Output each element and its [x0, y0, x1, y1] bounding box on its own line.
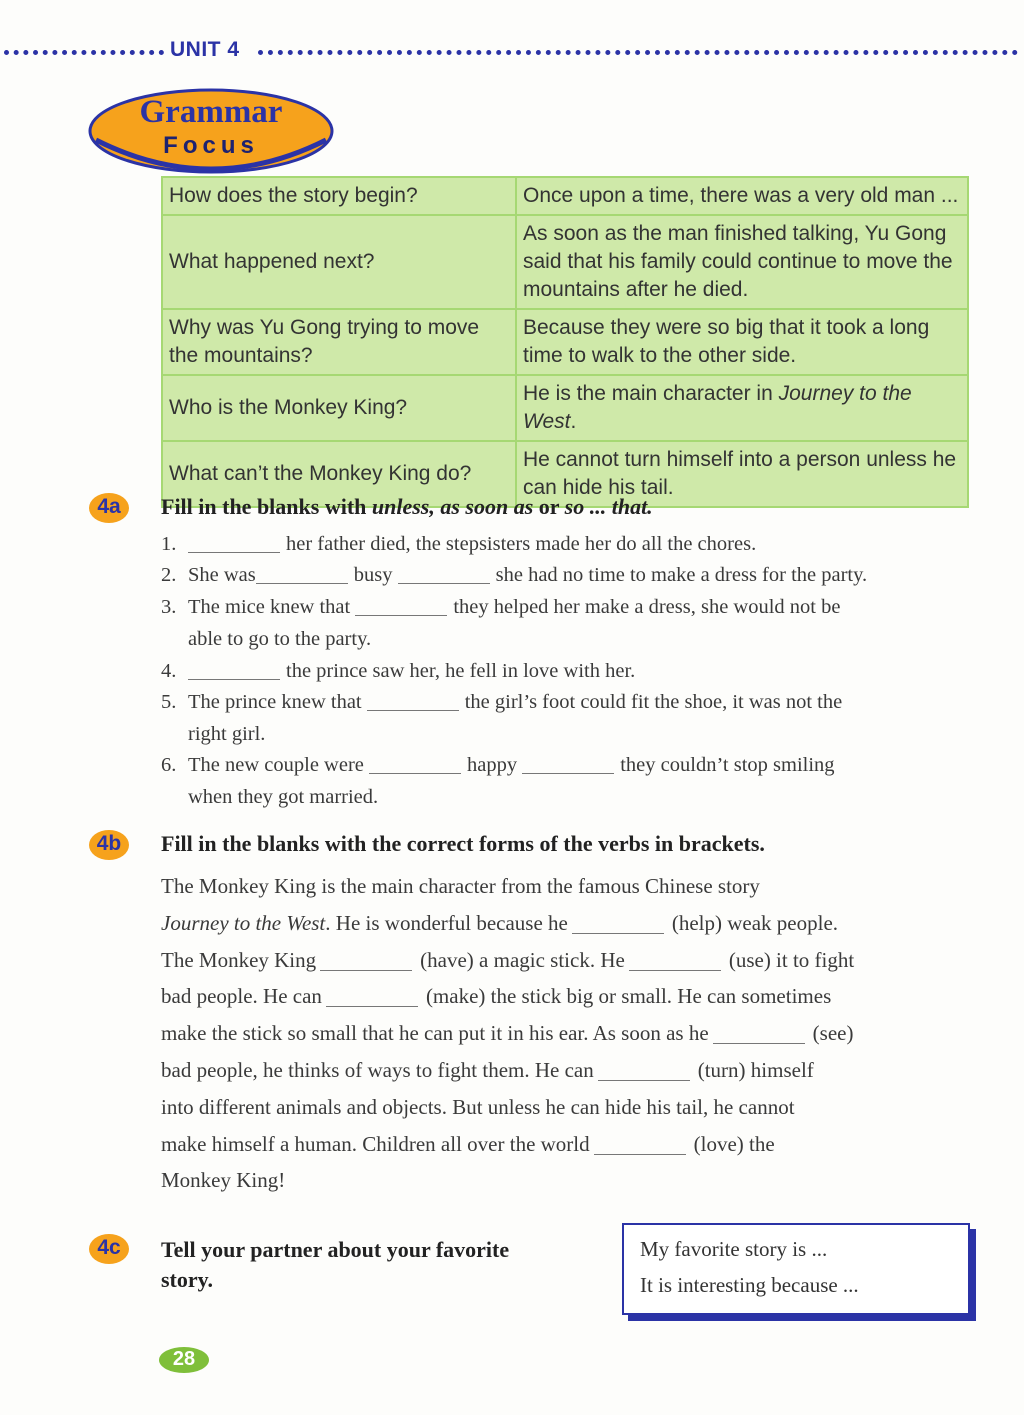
item-number: 6. [161, 754, 177, 776]
paragraph-line [161, 1126, 981, 1163]
page-number: 28 [172, 1348, 196, 1370]
title-text: Fill in the blanks with [161, 494, 372, 519]
exercise-number: 4a [97, 495, 121, 518]
focus-title: Focus [163, 132, 259, 159]
answer-cell: He cannot turn himself into a person unless he can hide his tail. [516, 441, 968, 507]
sentence-item [161, 591, 971, 655]
line-text: The Monkey King [161, 947, 317, 972]
answer-blank[interactable] [355, 595, 447, 616]
answer-cell: Once upon a time, there was a very old man ... [516, 177, 968, 215]
title-text: or [533, 494, 565, 519]
page-number-badge [158, 1346, 210, 1374]
sentence-text: She was [188, 564, 256, 586]
item-number: 5. [161, 691, 177, 713]
line-text: (see) [812, 1021, 854, 1046]
question-cell: Who is the Monkey King? [162, 375, 516, 441]
line-text: bad people. He can [161, 984, 322, 1009]
answer-blank[interactable] [594, 1134, 686, 1155]
line-text: Monkey King! [161, 1168, 286, 1193]
title-line: Tell your partner about your favorite [161, 1237, 510, 1262]
sentence-text: The mice knew that [188, 596, 351, 618]
book-title: Journey to the West [523, 382, 912, 433]
answer-blank[interactable] [598, 1060, 690, 1081]
answer-blank[interactable] [398, 563, 490, 584]
answer-cell: As soon as the man finished talking, Yu Gong said that his family could continue to move the mountains after he died. [516, 215, 968, 309]
exercise-number: 4b [96, 832, 122, 855]
grammar-title: Grammar [139, 94, 283, 130]
answer-blank[interactable] [522, 753, 614, 774]
sentence-text: The prince knew that [188, 691, 362, 713]
sentence-text: her father died, the stepsisters made her do all the chores. [286, 533, 757, 555]
sentence-text: they couldn’t stop smiling [620, 754, 835, 776]
exercise-badge-4a [88, 492, 130, 524]
title-line: story. [161, 1267, 213, 1292]
sentence-continuation: able to go to the party. [188, 628, 372, 650]
dotted-rule-right [258, 50, 1018, 55]
paragraph-line [161, 942, 981, 979]
sentence-item [161, 655, 971, 687]
exercise-4c-title [161, 1235, 509, 1295]
unit-label: UNIT 4 [170, 38, 240, 61]
answer-blank[interactable] [188, 532, 280, 553]
line-text: The Monkey King is the main character from the famous Chinese story [161, 874, 760, 898]
line-text: (love) the [693, 1131, 775, 1156]
sentence-item [161, 528, 971, 560]
exercise-4a-title [161, 494, 653, 520]
answer-blank[interactable] [188, 659, 280, 680]
answer-blank[interactable] [713, 1023, 805, 1044]
book-title: Journey to the West [161, 910, 326, 935]
line-text: (have) a magic stick. He [420, 947, 625, 972]
paragraph-line [161, 868, 981, 905]
answer-text: He is the main character in [523, 382, 779, 405]
line-text: make himself a human. Children all over the world [161, 1131, 590, 1156]
paragraph-line [161, 978, 981, 1015]
paragraph-line [161, 1089, 981, 1126]
answer-cell [516, 375, 968, 441]
sentence-text: the girl’s foot could fit the shoe, it was not the [464, 691, 843, 713]
prompt-line: It is interesting because ... [640, 1273, 859, 1297]
paragraph-line [161, 1052, 981, 1089]
table-row [162, 309, 968, 375]
paragraph-line [161, 1015, 981, 1052]
table-row [162, 215, 968, 309]
answer-blank[interactable] [572, 913, 664, 934]
item-number: 3. [161, 596, 177, 618]
answer-period: . [570, 410, 577, 433]
answer-blank[interactable] [629, 950, 721, 971]
line-text: (use) it to fight [728, 947, 855, 972]
sentence-item [161, 559, 971, 591]
unit-header [0, 38, 1024, 62]
question-cell: How does the story begin? [162, 177, 516, 215]
grammar-focus-table [161, 176, 969, 508]
sentence-text: they helped her make a dress, she would not be [453, 596, 841, 618]
sentence-continuation: when they got married. [188, 786, 379, 808]
table-row [162, 177, 968, 215]
item-number: 2. [161, 564, 177, 586]
speech-prompt-box [622, 1223, 970, 1315]
question-cell: Why was Yu Gong trying to move the mountains? [162, 309, 516, 375]
sentence-item [161, 686, 971, 750]
answer-blank[interactable] [256, 563, 348, 584]
question-cell: What can’t the Monkey King do? [162, 441, 516, 507]
sentence-item [161, 749, 971, 813]
sentence-text: she had no time to make a dress for the party. [495, 564, 868, 586]
question-cell: What happened next? [162, 215, 516, 309]
exercise-4b-title: Fill in the blanks with the correct forms of the verbs in brackets. [161, 831, 765, 856]
grammar-focus-badge [88, 88, 334, 174]
answer-blank[interactable] [369, 753, 461, 774]
prompt-line: My favorite story is ... [640, 1237, 828, 1261]
exercise-badge-4c [88, 1233, 130, 1265]
dotted-rule-left [4, 50, 164, 55]
title-keyword: so ... that. [564, 494, 653, 519]
story-paragraph [161, 868, 981, 1199]
line-text: (make) the stick big or small. He can sometimes [425, 984, 832, 1009]
item-number: 1. [161, 533, 177, 555]
answer-cell: Because they were so big that it took a long time to walk to the other side. [516, 309, 968, 375]
paragraph-line [161, 905, 981, 942]
line-text: into different animals and objects. But unless he can hide his tail, he cannot [161, 1094, 795, 1119]
answer-blank[interactable] [326, 986, 418, 1007]
line-text: (help) weak people. [671, 910, 839, 935]
paragraph-line [161, 1162, 981, 1199]
exercise-badge-4b [88, 829, 130, 861]
line-text: (turn) himself [697, 1057, 814, 1082]
title-keyword: unless, as soon as [371, 494, 534, 519]
item-number: 4. [161, 660, 177, 682]
line-text: bad people, he thinks of ways to fight them. He can [161, 1057, 594, 1082]
line-text: make the stick so small that he can put it in his ear. As soon as he [161, 1021, 709, 1046]
line-text: . He is wonderful because he [325, 910, 568, 935]
exercise-number: 4c [97, 1236, 121, 1259]
sentence-text: busy [353, 564, 393, 586]
sentence-continuation: right girl. [188, 723, 266, 745]
sentence-text: The new couple were [188, 754, 364, 776]
sentence-text: the prince saw her, he fell in love with her. [286, 660, 636, 682]
table-row [162, 375, 968, 441]
answer-blank[interactable] [367, 690, 459, 711]
answer-blank[interactable] [320, 950, 412, 971]
sentence-text: happy [467, 754, 518, 776]
